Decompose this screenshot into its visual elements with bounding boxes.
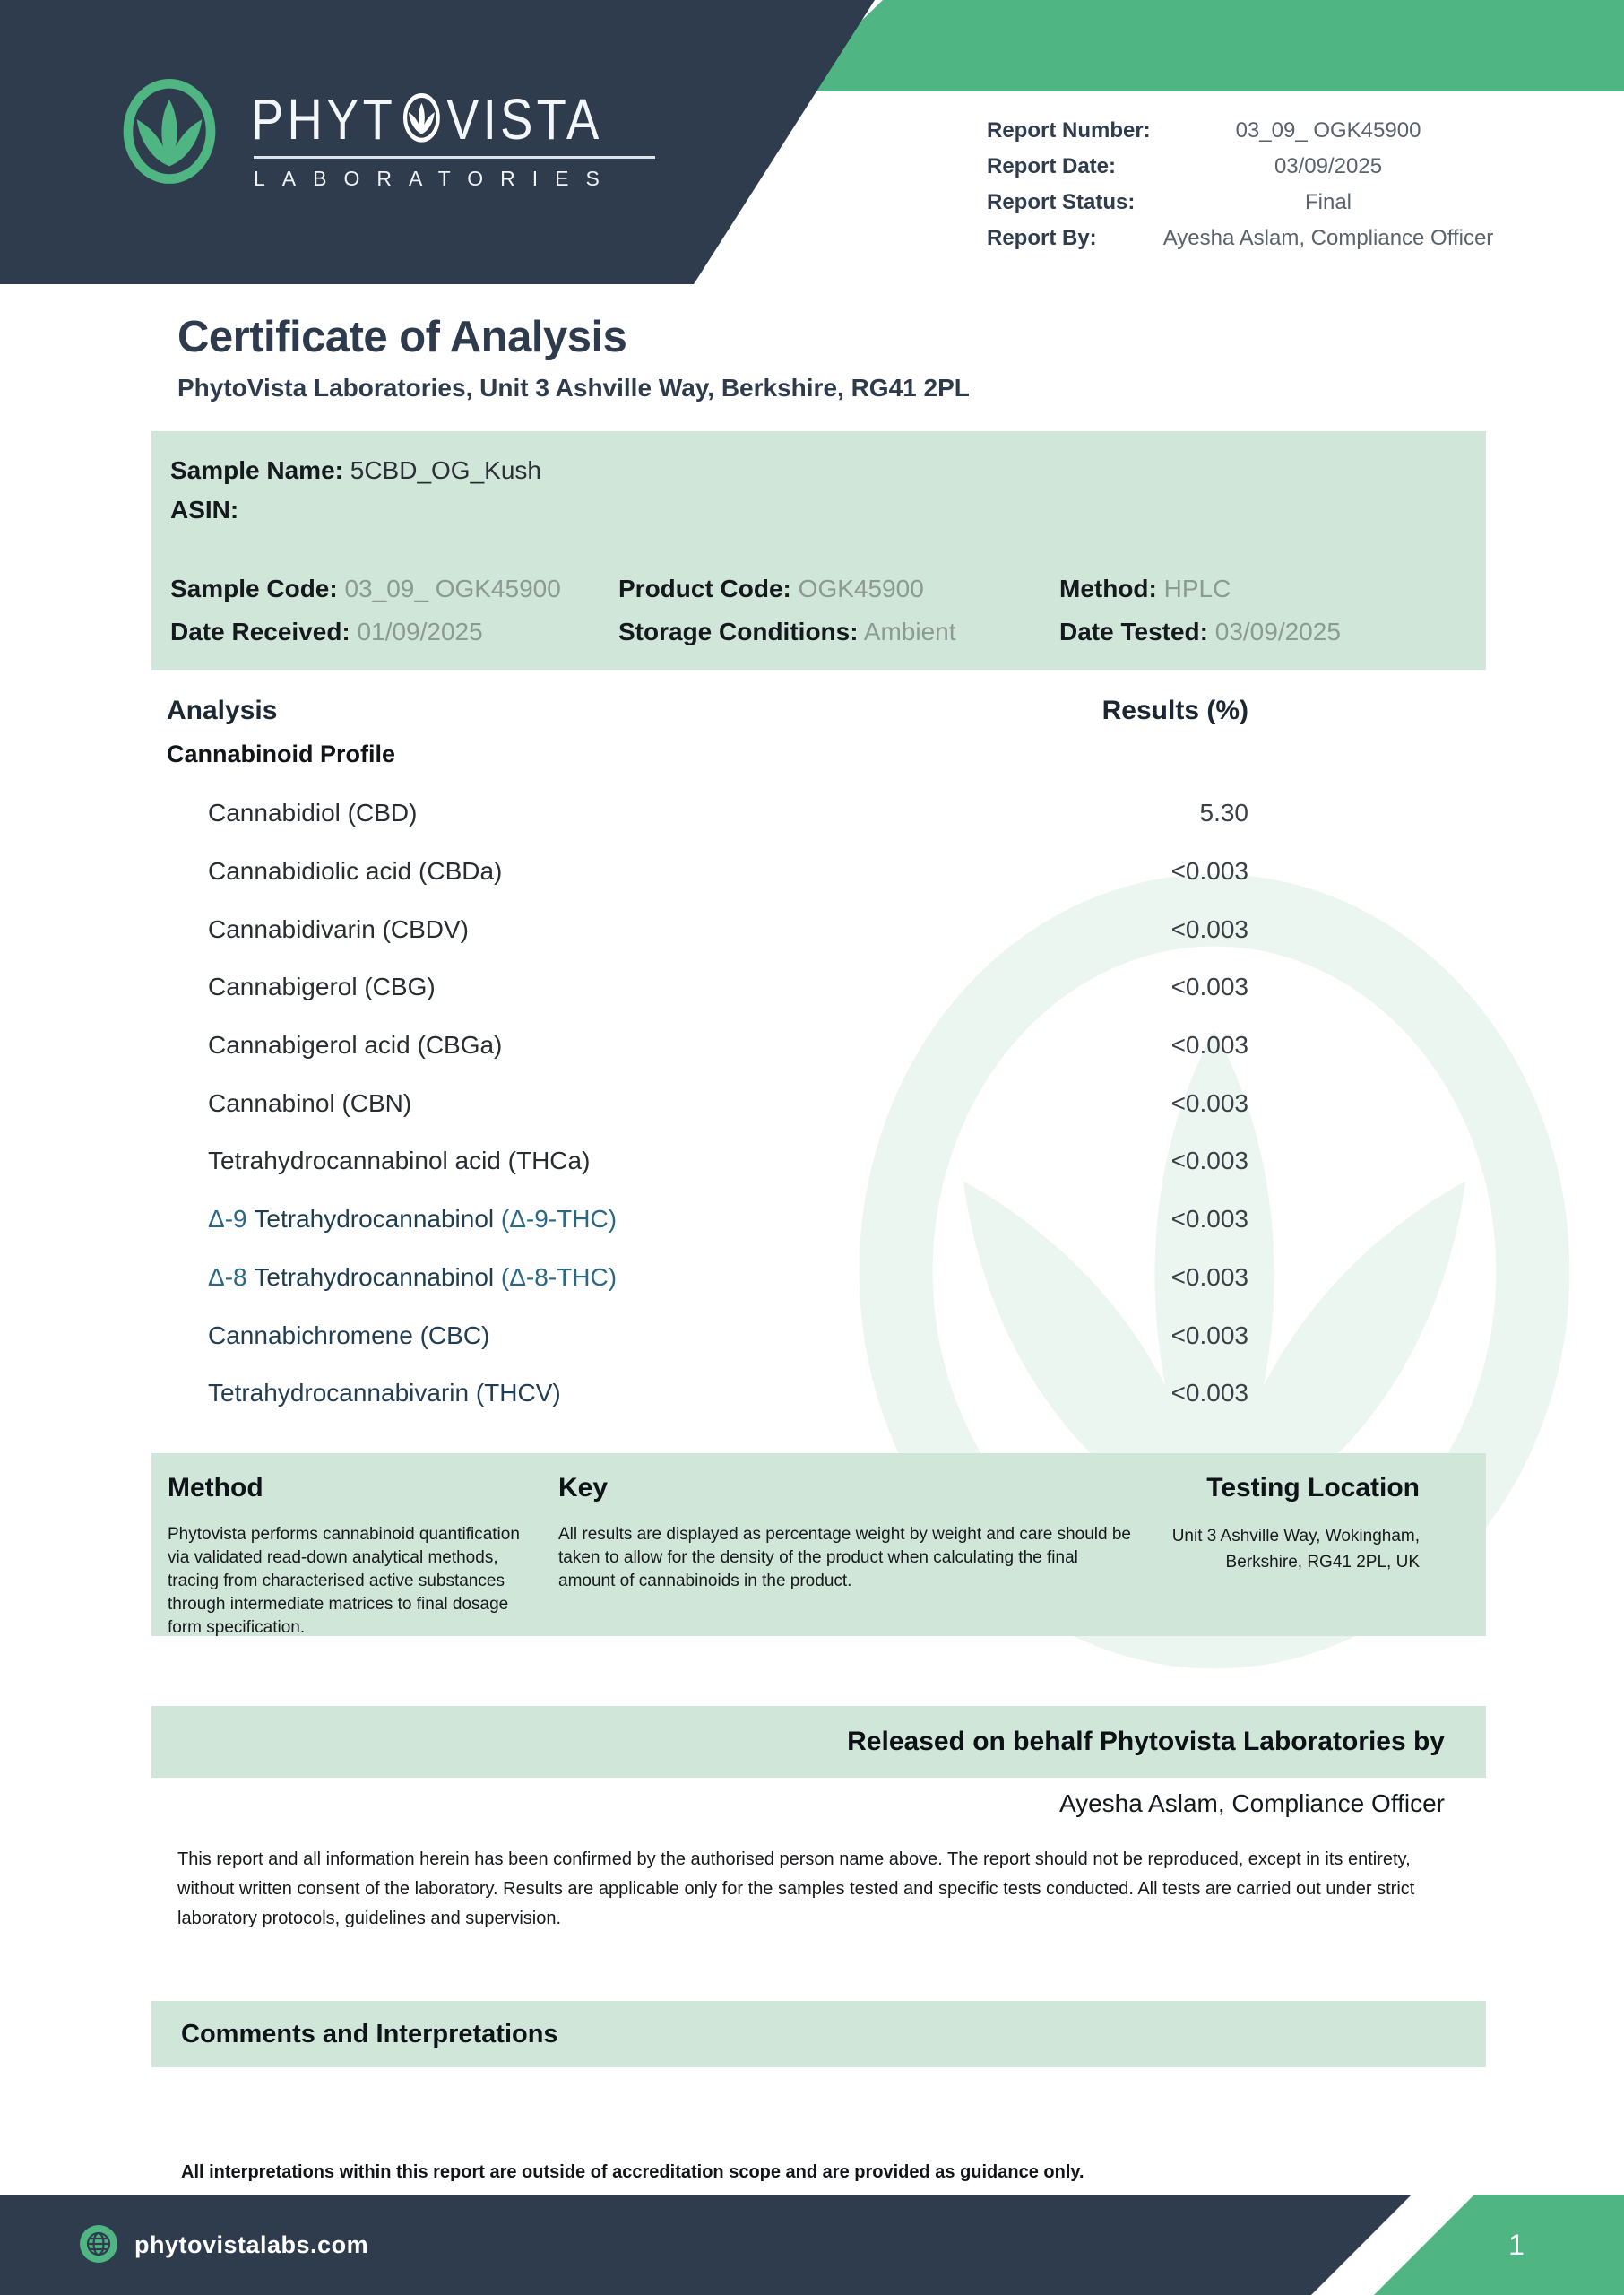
report-info-row [987,190,1352,226]
report-info-row [987,118,1421,154]
phytovista-leaf-logo-icon [119,79,220,190]
storage-conditions-value: Ambient [863,618,956,645]
method-heading: Method [168,1473,263,1503]
date-received-field [170,618,483,646]
table-row: Δ-8 Tetrahydrocannabinol (Δ-8-THC) <0.003 [208,1262,1248,1291]
analyte-label: Tetrahydrocannabivarin (THCV) [208,1379,561,1407]
brand-text-post: VISTA [446,87,603,152]
table-row [208,1017,1248,1075]
table-row [208,1364,1248,1423]
released-heading: Released on behalf Phytovista Laboratories by [847,1727,1445,1756]
storage-conditions-label: Storage Conditions: [618,618,859,645]
result-value: <0.003 [1170,973,1248,1001]
sample-name-label: Sample Name: [170,456,343,484]
sample-code-label: Sample Code: [170,575,338,602]
method-body: Phytovista performs cannabinoid quantification via validated read-down analytical methods, tracing from characterised active substances through intermediate matrices to final dosage form specification. [168,1525,520,1637]
sample-code-field [170,575,561,603]
testing-location-line1: Unit 3 Ashville Way, Wokingham, [1171,1527,1420,1546]
analyte-label: Tetrahydrocannabinol acid (THCa) [208,1147,591,1175]
sample-name-line [170,456,541,485]
report-number-label: Report Number: [987,118,1151,143]
analyte-label: Δ-8 [208,1262,255,1291]
table-row [208,900,1248,958]
cannabinoid-profile-section-header: Cannabinoid Profile [167,740,396,767]
analyte-label: Δ-9 [208,1205,255,1234]
comments-heading: Comments and Interpretations [181,2019,558,2048]
report-info-row [987,226,1494,262]
table-row: Δ-9 Tetrahydrocannabinol (Δ-9-THC) <0.003 [208,1205,1248,1234]
result-value: <0.003 [1170,1262,1248,1291]
product-code-field [618,575,924,603]
method-field [1059,575,1231,603]
date-received-label: Date Received: [170,618,350,645]
report-status-label: Report Status: [987,190,1136,214]
date-tested-field [1059,618,1341,646]
analyte-label: Cannabinol (CBN) [208,1088,412,1117]
report-info-row [987,154,1383,190]
result-value: <0.003 [1170,1205,1248,1234]
brand-subtitle: LABORATORIES [254,167,617,190]
report-status-value: Final [1304,190,1352,214]
asin-label: ASIN: [170,496,239,524]
results-column-header: Results (%) [1101,696,1248,725]
date-received-value: 01/09/2025 [357,618,483,645]
key-body: All results are displayed as percentage weight by weight and care should be taken to allow for the density of the product when calculating the final amount of cannabinoids in the product. [558,1525,1131,1590]
product-code-label: Product Code: [618,575,791,602]
analyte-label: Cannabigerol (CBG) [208,973,436,1001]
comments-banner [151,2001,1486,2067]
result-value: <0.003 [1170,857,1248,886]
report-disclaimer: This report and all information herein has been confirmed by the authorised person name above. The report should not be reproduced, except in its entirety, without written consent of the laboratory. Results are applicable only for the samples tested and specific tests conducted. All tests are carried out under strict laboratory protocols, guidelines and supervision. [177,1849,1415,1928]
sample-code-value: 03_09_ OGK45900 [344,575,561,602]
result-value: <0.003 [1170,1147,1248,1175]
signatory-name: Ayesha Aslam, Compliance Officer [1058,1789,1445,1817]
result-value: <0.003 [1170,1088,1248,1117]
result-value: 5.30 [1199,799,1248,827]
lab-address-subtitle: PhytoVista Laboratories, Unit 3 Ashville Way, Berkshire, RG41 2PL [177,374,970,402]
table-row [208,958,1248,1017]
analyte-label: Cannabidiolic acid (CBDa) [208,857,503,886]
analysis-column-header: Analysis [167,696,278,725]
date-tested-value: 03/09/2025 [1214,618,1341,645]
testing-location-heading: Testing Location [1206,1473,1420,1503]
result-value: <0.003 [1170,914,1248,943]
page-title: Certificate of Analysis [177,313,627,361]
report-number-value: 03_09_ OGK45900 [1235,118,1421,143]
analyte-label: Cannabichromene (CBC) [208,1321,490,1349]
sample-name-value: 5CBD_OG_Kush [350,456,541,484]
table-row [208,1074,1248,1132]
method-label: Method: [1059,575,1157,602]
date-tested-label: Date Tested: [1059,618,1208,645]
report-date-label: Report Date: [987,154,1117,178]
globe-icon [79,2224,118,2264]
testing-location-line2: Berkshire, RG41 2PL, UK [1225,1553,1420,1572]
testing-location-body [1043,1523,1420,1575]
page-number: 1 [1508,2229,1525,2261]
analyte-label: Cannabigerol acid (CBGa) [208,1031,503,1060]
released-banner [151,1706,1486,1778]
result-value: <0.003 [1170,1379,1248,1407]
product-code-value: OGK45900 [798,575,924,602]
brand-divider [254,156,655,159]
table-row [208,784,1248,843]
analyte-label: Cannabidiol (CBD) [208,799,418,827]
storage-conditions-field [618,618,956,646]
report-by-label: Report By: [987,226,1097,250]
interpretations-footnote: All interpretations within this report are outside of accreditation scope and are provided as guidance only. [181,2162,1084,2182]
method-value: HPLC [1163,575,1231,602]
header-banner [0,0,1624,296]
report-by-value: Ayesha Aslam, Compliance Officer [1162,226,1494,250]
asin-line [170,496,238,524]
table-row [208,1132,1248,1191]
brand-text-pre: PHYT [251,87,397,152]
key-heading: Key [558,1473,609,1503]
brand-wordmark [251,86,603,152]
table-row [208,843,1248,901]
analyte-label: Cannabidivarin (CBDV) [208,914,470,943]
header-green-ribbon [789,0,1624,91]
website-link[interactable]: phytovistalabs.com [134,2231,369,2258]
result-value: <0.003 [1170,1031,1248,1060]
table-row [208,1306,1248,1364]
result-value: <0.003 [1170,1321,1248,1349]
leaf-o-icon [402,93,441,145]
analysis-table [208,784,1248,1423]
report-info-block [987,118,1494,262]
report-date-value: 03/09/2025 [1274,154,1383,178]
method-key-location-box [151,1453,1486,1636]
sample-info-box [151,431,1486,670]
